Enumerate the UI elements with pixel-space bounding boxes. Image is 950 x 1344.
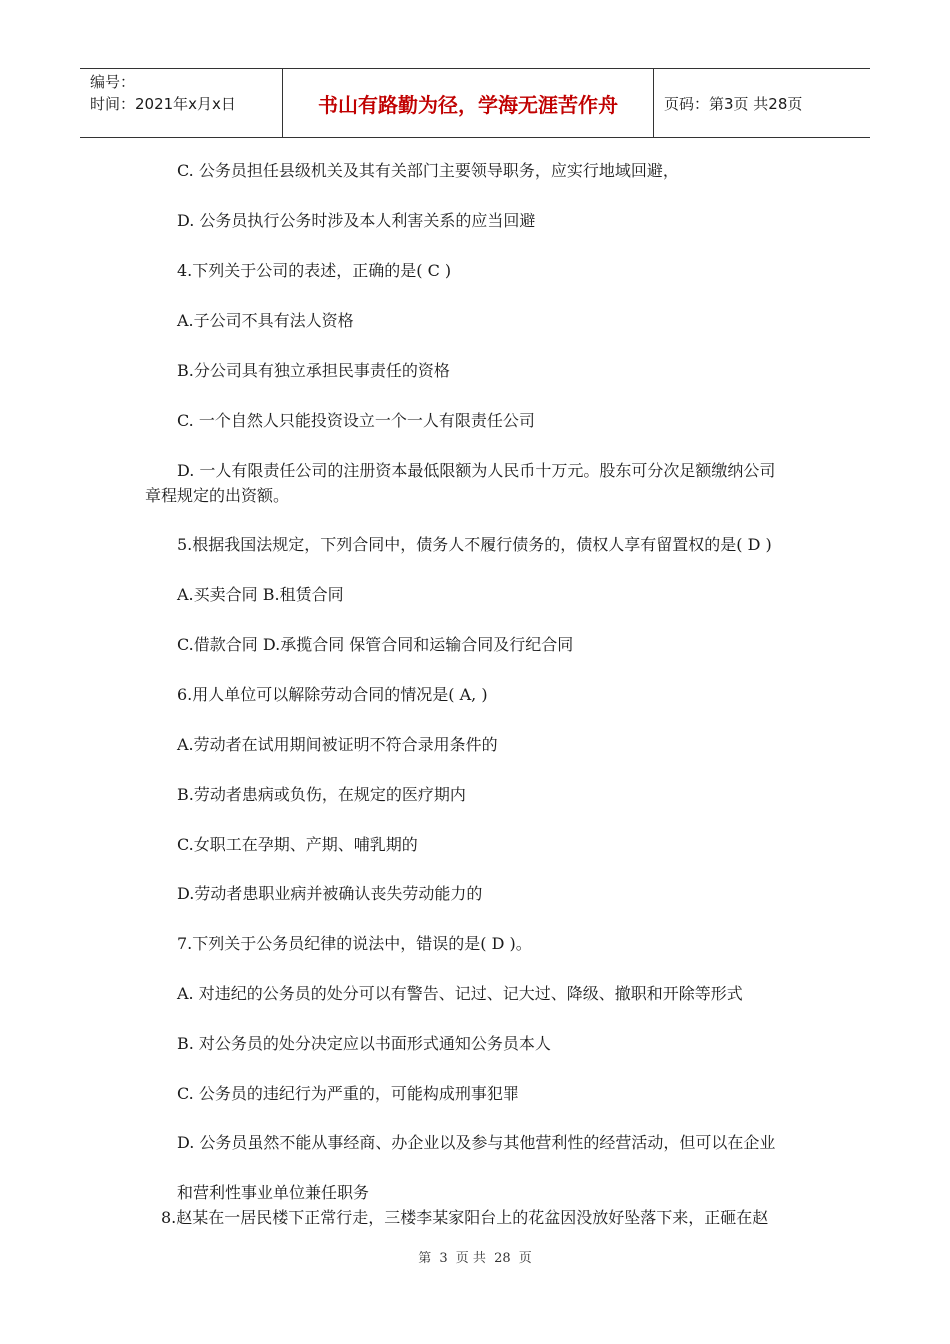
text-line: B.劳动者患病或负伤，在规定的医疗期内 — [177, 785, 466, 804]
text-line: C. 公务员的违纪行为严重的，可能构成刑事犯罪 — [177, 1084, 519, 1103]
page-header — [80, 68, 870, 138]
header-motto: 书山有路勤为径，学海无涯苦作舟 — [282, 69, 654, 137]
text-line: B.分公司具有独立承担民事责任的资格 — [177, 361, 450, 380]
question-4: 4.下列关于公司的表述，正确的是( C ) — [177, 261, 452, 280]
text-line: D. 一人有限责任公司的注册资本最低限额为人民币十万元。股东可分次足额缴纳公司 — [177, 461, 776, 480]
text-line: A.买卖合同 B.租赁合同 — [177, 585, 344, 604]
header-page-info: 页码：第3页 共28页 — [664, 94, 803, 113]
text-line: 章程规定的出资额。 — [145, 486, 290, 505]
header-number: 编号： — [90, 73, 136, 91]
question-8: 8.赵某在一居民楼下正常行走，三楼李某家阳台上的花盆因没放好坠落下来，正砸在赵 — [161, 1208, 769, 1227]
question-6: 6.用人单位可以解除劳动合同的情况是( A, ) — [177, 685, 488, 704]
text-line: C. 一个自然人只能投资设立一个一人有限责任公司 — [177, 411, 535, 430]
text-line: C. 公务员担任县级机关及其有关部门主要领导职务，应实行地域回避， — [177, 161, 679, 180]
text-line: C.女职工在孕期、产期、哺乳期的 — [177, 835, 418, 854]
header-time: 时间：2021年x月x日 — [90, 95, 236, 113]
footer-suffix: 页 — [518, 1251, 532, 1266]
footer-total-pages: 28 — [494, 1251, 511, 1266]
text-line: A.劳动者在试用期间被证明不符合录用条件的 — [177, 735, 498, 754]
footer-page-number: 3 — [439, 1251, 448, 1266]
text-line: A. 对违纪的公务员的处分可以有警告、记过、记大过、降级、撤职和开除等形式 — [177, 984, 743, 1003]
text-line: A.子公司不具有法人资格 — [177, 311, 354, 330]
text-line: D. 公务员执行公务时涉及本人利害关系的应当回避 — [177, 211, 536, 230]
footer-mid: 页 共 — [455, 1251, 486, 1266]
question-5: 5.根据我国法规定，下列合同中，债务人不履行债务的，债权人享有留置权的是( D ) — [177, 535, 772, 554]
text-line: D.劳动者患职业病并被确认丧失劳动能力的 — [177, 884, 483, 903]
page-footer — [0, 1247, 950, 1266]
header-meta — [80, 69, 282, 137]
question-7: 7.下列关于公务员纪律的说法中，错误的是( D )。 — [177, 934, 532, 953]
text-line: C.借款合同 D.承揽合同 保管合同和运输合同及行纪合同 — [177, 635, 574, 654]
footer-prefix: 第 — [418, 1251, 432, 1266]
text-line: B. 对公务员的处分决定应以书面形式通知公务员本人 — [177, 1034, 551, 1053]
text-line: 和营利性事业单位兼任职务 — [177, 1183, 370, 1202]
text-line: D. 公务员虽然不能从事经商、办企业以及参与其他营利性的经营活动，但可以在企业 — [177, 1133, 776, 1152]
